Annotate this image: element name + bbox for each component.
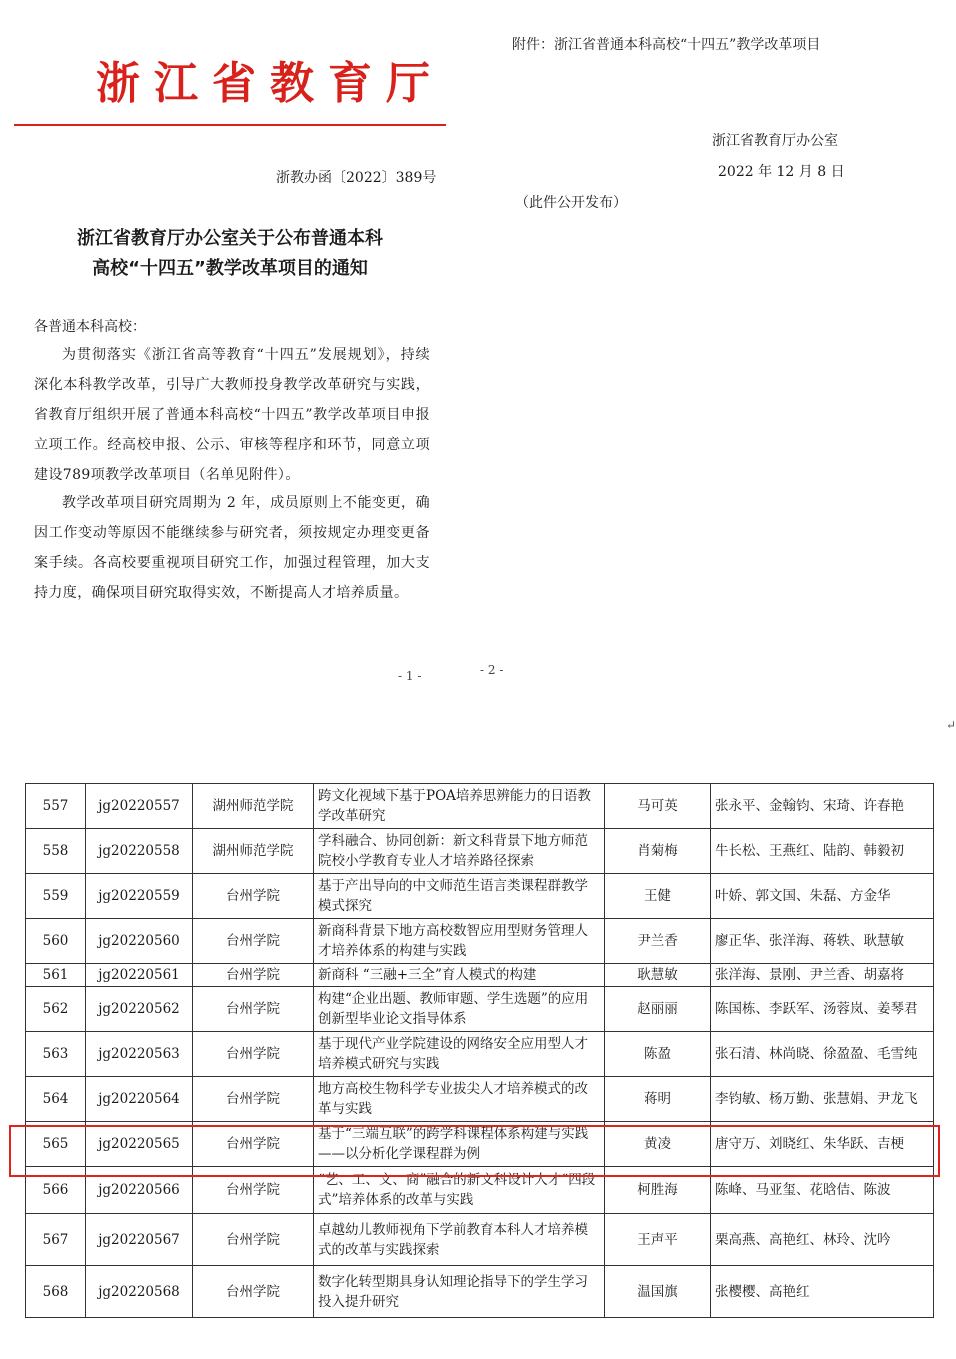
project-members: 张樱樱、高艳红: [711, 1266, 934, 1318]
row-number: 565: [26, 1122, 86, 1167]
project-leader: 柯胜海: [605, 1167, 711, 1214]
project-leader: 赵丽丽: [605, 987, 711, 1032]
project-code: jg20220561: [86, 964, 193, 987]
row-number: 557: [26, 784, 86, 829]
project-members: 栗高燕、高艳红、林玲、沈吟: [711, 1214, 934, 1266]
project-code: jg20220563: [86, 1032, 193, 1077]
masthead-red-rule: [14, 124, 446, 126]
project-title: 卓越幼儿教师视角下学前教育本科人才培养模式的改革与实践探索: [314, 1214, 605, 1266]
project-title: 基于产出导向的中文师范生语言类课程群教学模式探究: [314, 874, 605, 919]
attachment-caption: 附件：浙江省普通本科高校“十四五”教学改革项目: [512, 37, 821, 53]
document-number: 浙教办函〔2022〕389号: [276, 170, 437, 186]
table-row: [26, 874, 934, 919]
masthead-title: 浙江省教育厅: [96, 58, 444, 109]
project-code: jg20220559: [86, 874, 193, 919]
project-members: 牛长松、王燕红、陆韵、韩毅初: [711, 829, 934, 874]
school-name: 台州学院: [193, 1266, 314, 1318]
highlighted-row-box: [9, 1125, 940, 1177]
project-title: 构建“企业出题、教师审题、学生选题”的应用创新型毕业论文指导体系: [314, 987, 605, 1032]
row-number: 561: [26, 964, 86, 987]
school-name: 台州学院: [193, 874, 314, 919]
row-number: 558: [26, 829, 86, 874]
row-number: 563: [26, 1032, 86, 1077]
table-row: [26, 987, 934, 1032]
salutation: 各普通本科高校：: [34, 319, 146, 335]
project-list-table: [25, 783, 934, 1318]
project-members: 陈峰、马亚玺、花晗佶、陈波: [711, 1167, 934, 1214]
project-leader: 蒋明: [605, 1077, 711, 1122]
project-code: jg20220560: [86, 919, 193, 964]
project-code: jg20220562: [86, 987, 193, 1032]
table-row: [26, 784, 934, 829]
paragraph-return-mark: ↵: [946, 718, 956, 732]
project-code: jg20220558: [86, 829, 193, 874]
project-members: 李钧敏、杨万勤、张慧娟、尹龙飞: [711, 1077, 934, 1122]
notice-paragraph-2: 教学改革项目研究周期为 2 年，成员原则上不能变更，确因工作变动等原因不能继续参与研究者，须按规定办理变更备案手续。各高校要重视项目研究工作，加强过程管理，加大支持力度，确保项目研究取得实效，不断提高人才培养质量。: [34, 495, 430, 601]
public-release-note: （此件公开发布）: [515, 195, 627, 211]
project-leader: 王声平: [605, 1214, 711, 1266]
row-number: 568: [26, 1266, 86, 1318]
project-title: 数字化转型期具身认知理论指导下的学生学习投入提升研究: [314, 1266, 605, 1318]
project-code: jg20220566: [86, 1167, 193, 1214]
school-name: 台州学院: [193, 919, 314, 964]
project-code: jg20220567: [86, 1214, 193, 1266]
project-leader: 陈盈: [605, 1032, 711, 1077]
issuer-office: 浙江省教育厅办公室: [712, 133, 838, 149]
project-code: jg20220568: [86, 1266, 193, 1318]
project-members: 叶娇、郭文国、朱磊、方金华: [711, 874, 934, 919]
project-leader: 温国旗: [605, 1266, 711, 1318]
project-leader: 马可英: [605, 784, 711, 829]
project-leader: 尹兰香: [605, 919, 711, 964]
project-title: 新商科 “三融+三全”育人模式的构建: [314, 964, 605, 987]
project-members: 张洋海、景刚、尹兰香、胡嘉将: [711, 964, 934, 987]
project-title: 学科融合、协同创新：新文科背景下地方师范院校小学教育专业人才培养路径探索: [314, 829, 605, 874]
project-title: 基于“三端互联”的跨学科课程体系构建与实践——以分析化学课程群为例: [314, 1122, 605, 1167]
school-name: 台州学院: [193, 1032, 314, 1077]
project-title: 地方高校生物科学专业拔尖人才培养模式的改革与实践: [314, 1077, 605, 1122]
school-name: 台州学院: [193, 987, 314, 1032]
project-title: 基于现代产业学院建设的网络安全应用型人才培养模式研究与实践: [314, 1032, 605, 1077]
project-leader: 耿慧敏: [605, 964, 711, 987]
row-number: 566: [26, 1167, 86, 1214]
table-row: [26, 964, 934, 987]
row-number: 562: [26, 987, 86, 1032]
school-name: 台州学院: [193, 1167, 314, 1214]
school-name: 台州学院: [193, 1122, 314, 1167]
table-row: [26, 1032, 934, 1077]
page-number-2: - 2 -: [480, 663, 504, 677]
table-row: [26, 1077, 934, 1122]
project-leader: 王健: [605, 874, 711, 919]
row-number: 567: [26, 1214, 86, 1266]
project-code: jg20220564: [86, 1077, 193, 1122]
issue-date: 2022 年 12 月 8 日: [718, 164, 845, 180]
school-name: 湖州师范学院: [193, 784, 314, 829]
page-number-1: - 1 -: [398, 669, 422, 683]
school-name: 台州学院: [193, 1077, 314, 1122]
school-name: 台州学院: [193, 1214, 314, 1266]
notice-title-line1: 浙江省教育厅办公室关于公布普通本科: [77, 228, 383, 249]
project-members: 廖正华、张洋海、蒋轶、耿慧敏: [711, 919, 934, 964]
school-name: 台州学院: [193, 964, 314, 987]
row-number: 560: [26, 919, 86, 964]
school-name: 湖州师范学院: [193, 829, 314, 874]
project-title: 跨文化视域下基于POA培养思辨能力的日语教学改革研究: [314, 784, 605, 829]
table-row: [26, 1266, 934, 1318]
table-row: [26, 1214, 934, 1266]
row-number: 564: [26, 1077, 86, 1122]
notice-title-line2: 高校“十四五”教学改革项目的通知: [92, 258, 368, 279]
project-title: 新商科背景下地方高校数智应用型财务管理人才培养体系的构建与实践: [314, 919, 605, 964]
table-row: [26, 829, 934, 874]
project-members: 张永平、金翰钧、宋琦、许春艳: [711, 784, 934, 829]
table-row: [26, 919, 934, 964]
project-title: “艺、工、文、商”融合的新文科设计人才“四段式”培养体系的改革与实践: [314, 1167, 605, 1214]
project-members: 唐守万、刘晓红、朱华跃、吉梗: [711, 1122, 934, 1167]
project-leader: 肖菊梅: [605, 829, 711, 874]
project-leader: 黄凌: [605, 1122, 711, 1167]
project-code: jg20220565: [86, 1122, 193, 1167]
project-members: 张石清、林尚晓、徐盈盈、毛雪纯: [711, 1032, 934, 1077]
notice-paragraph-1: 为贯彻落实《浙江省高等教育“十四五”发展规划》，持续深化本科教学改革，引导广大教师投身教学改革研究与实践，省教育厅组织开展了普通本科高校“十四五”教学改革项目申报立项工作。经高校申报、公示、审核等程序和环节，同意立项建设789项教学改革项目（名单见附件）。: [34, 347, 430, 483]
row-number: 559: [26, 874, 86, 919]
project-code: jg20220557: [86, 784, 193, 829]
project-members: 陈国栋、李跃军、汤蓉岚、姜琴君: [711, 987, 934, 1032]
